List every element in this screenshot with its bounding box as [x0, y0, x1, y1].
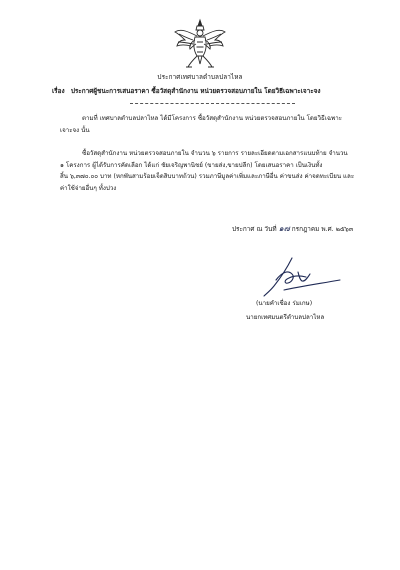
dashed-divider	[130, 103, 295, 104]
signer-name: (นายคำเชื่อง ร่มเกษ)	[256, 300, 313, 307]
paragraph-line: ๑ โครงการ ผู้ได้รับการคัดเลือก ได้แก่ ชัยเจริญพานิชย์ (ขายส่ง,ขายปลีก) โดยเสนอราคา เป็นเงินทั้ง	[60, 161, 323, 169]
paragraph-line: ค่าใช้จ่ายอื่นๆ ทั้งปวง	[60, 184, 117, 192]
handwritten-signature-icon	[262, 250, 342, 300]
signer-position: นายกเทศมนตรีตำบลปลาไหล	[246, 314, 325, 321]
announcement-date	[232, 222, 353, 235]
subject-line	[52, 86, 372, 96]
date-month-year: กรกฎาคม พ.ศ. ๒๕๖๓	[291, 225, 354, 233]
date-day: ๑๗	[278, 224, 290, 233]
subject-label: เรื่อง	[52, 87, 65, 95]
date-prefix: ประกาศ ณ วันที่	[232, 225, 277, 233]
subject-text: ประกาศผู้ชนะการเสนอราคา ซื้อวัสดุสำนักงาน หน่วยตรวจสอบภายใน โดยวิธีเฉพาะเจาะจง	[70, 87, 321, 95]
paragraph-line: ซื้อวัสดุสำนักงาน หน่วยตรวจสอบภายใน จำนวน ๖ รายการ รายละเอียดตามเอกสารแนบท้าย จำนวน	[82, 150, 348, 157]
paragraph-line: ตามที่ เทศบาลตำบลปลาไหล ได้มีโครงการ ซื้อวัสดุสำนักงาน หน่วยตรวจสอบภายใน โดยวิธีเฉพาะ	[82, 115, 343, 122]
garuda-emblem-icon	[173, 18, 227, 70]
paragraph-details	[60, 148, 355, 194]
paragraph-line: เจาะจง นั้น	[60, 126, 90, 134]
paragraph-intro	[60, 113, 350, 136]
organization-heading: ประกาศเทศบาลตำบลปลาไหล	[157, 73, 243, 81]
paragraph-line: สิ้น ๖,๓๗๐.๐๐ บาท (หกพันสามร้อยเจ็ดสิบบาทถ้วน) รวมภาษีมูลค่าเพิ่มและภาษีอื่น ค่าขนส่ง ค่าจดทะเบียน และ	[60, 173, 355, 180]
